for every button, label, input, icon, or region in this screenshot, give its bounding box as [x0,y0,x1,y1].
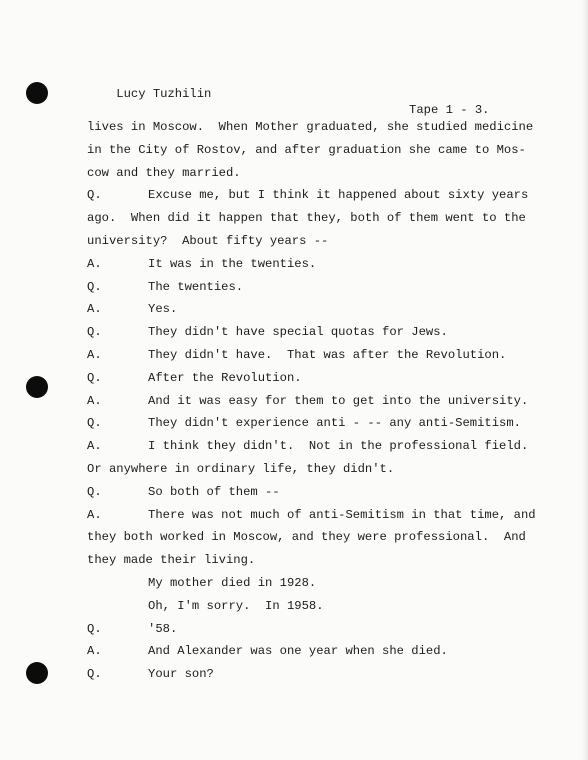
line-text: Your son? [148,667,214,682]
line-text: Oh, I'm sorry. In 1958. [148,598,324,613]
line-text: Or anywhere in ordinary life, they didn't. [87,462,395,476]
transcript-line [87,233,328,249]
transcript-line [87,529,526,545]
line-text: '58. [148,621,178,636]
line-text: And Alexander was one year when she died. [148,644,448,659]
speaker-label: Q. [87,621,102,636]
line-text: they both worked in Moscow, and they were professional. And [87,530,526,545]
line-text: I think they didn't. Not in the professional field. [148,439,529,454]
transcript-line [148,598,324,614]
speaker-label: A. [87,256,102,271]
line-text: My mother died in 1928. [148,576,317,590]
line-text: ago. When did it happen that they, both of them went to the [87,211,526,226]
line-text: So both of them -- [148,484,280,499]
line-text: lives in Moscow. When Mother graduated, she studied medicine [87,120,534,134]
line-text: They didn't have special quotas for Jews. [148,325,448,340]
binder-hole-top [26,82,48,104]
line-text: There was not much of anti-Semitism in that time, and [148,507,536,522]
tape-number: Tape 1 - 3. [409,103,490,117]
line-text: Excuse me, but I think it happened about sixty years [148,188,529,203]
speaker-label: Q. [87,188,102,203]
speaker-label: Q. [87,325,102,340]
transcript-line [87,119,533,135]
line-text: It was in the twenties. [148,256,317,271]
line-text: cow and they married. [87,165,241,180]
line-text: university? About fifty years -- [87,234,329,248]
line-text: The twenties. [148,279,244,294]
speaker-label: Q. [87,667,102,682]
transcript-line [87,165,241,181]
transcript-line [148,575,316,591]
speaker-label: A. [87,644,102,659]
speaker-label: A. [87,348,102,362]
speaker-label: A. [87,302,102,317]
line-text: And it was easy for them to get into the university. [148,393,529,408]
line-text: Yes. [148,302,178,317]
binder-hole-middle [26,376,48,398]
page-edge-shadow [582,0,588,760]
page-header [87,70,490,117]
line-text: After the Revolution. [148,370,302,385]
line-text: They didn't experience anti - -- any anti-Semitism. [148,416,521,431]
line-text: in the City of Rostov, and after graduation she came to Mos- [87,142,526,157]
interviewee-name: Lucy Tuzhilin [116,87,212,101]
speaker-label: A. [87,393,102,408]
line-text: They didn't have. That was after the Revolution. [148,348,507,362]
transcript-line [87,461,394,477]
speaker-label: Q. [87,416,102,431]
speaker-label: Q. [87,484,102,499]
speaker-label: Q. [87,370,102,385]
binder-hole-bottom [26,662,48,684]
line-text: they made their living. [87,553,256,568]
transcript-line [87,142,526,158]
speaker-label: A. [87,439,102,454]
transcript-line [87,552,255,568]
speaker-label: Q. [87,279,102,294]
speaker-label: A. [87,507,102,522]
transcript-line [87,210,526,226]
